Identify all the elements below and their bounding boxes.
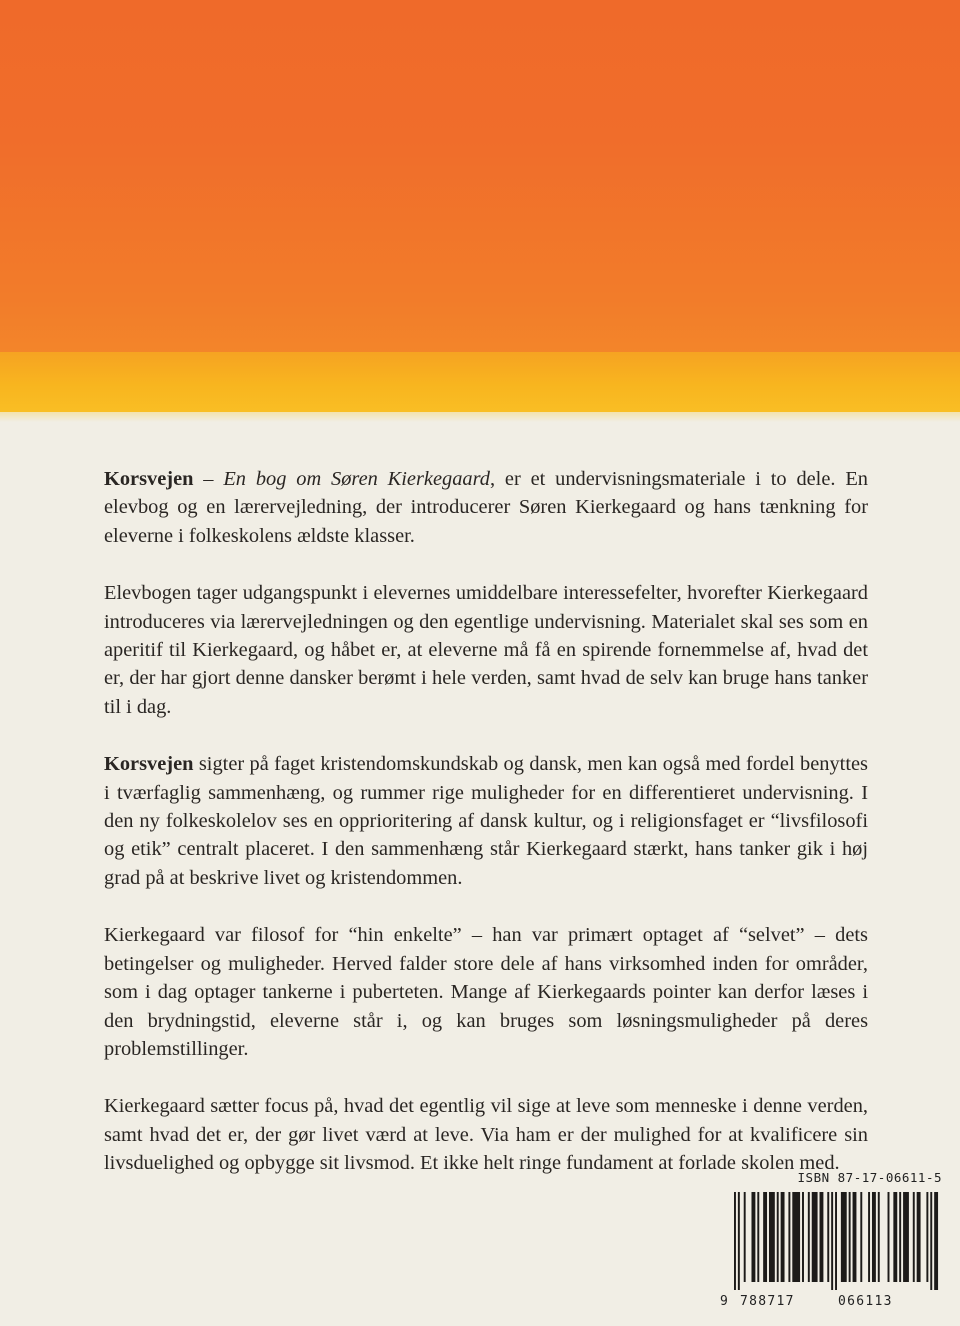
barcode-bar: [802, 1192, 804, 1282]
barcode-bar: [841, 1192, 847, 1282]
barcode-bar: [926, 1192, 928, 1282]
barcode-bar: [849, 1192, 851, 1282]
barcode-bar: [808, 1192, 810, 1282]
barcode-bar: [930, 1192, 932, 1290]
barcode-digit-lead: 9: [720, 1294, 730, 1309]
paragraph-intro-text: , er et undervisningsmateriale i to dele. En elevbog og en lærervejledning, der introducerer Søren Kierkegaard og hans tænkning for eleverne i folkeskolens ældste klasser.: [104, 468, 868, 547]
barcode-bar: [820, 1192, 824, 1282]
barcode-bar: [899, 1192, 901, 1282]
cover-yellow-band: [0, 352, 960, 412]
barcode-bar: [769, 1192, 775, 1282]
book-title-second: Korsvejen: [104, 753, 194, 776]
band-fade: [0, 412, 960, 422]
barcode-bar: [934, 1192, 938, 1290]
barcode-bar: [860, 1192, 862, 1282]
barcode-bar: [734, 1192, 736, 1290]
title-dash: –: [193, 468, 224, 490]
paragraph-philosopher: Kierkegaard var filosof for “hin enkelte” – han var primært optaget af “selvet” – dets betingelser og muligheder. Herved falder store dele af hans virksomhed inden for områder, som i dag optager tankerne i puberteten. Mange af Kierkegaards pointer kan derfor læses i den brydningstid, eleverne står i, og kan bruges som løsningsmuligheder på deres problemstillinger.: [104, 924, 868, 1060]
barcode-digits-right: 066113: [838, 1294, 893, 1309]
barcode-bar: [812, 1192, 818, 1282]
paragraph-focus: Kierkegaard sætter focus på, hvad det egentlig vil sige at leve som menneske i denne verden, samt hvad det er, der gør livet værd at leve. Via ham er der mulighed for at kvalificere sin livsduelighed og opbygge sit livsmod. Et ikke helt ringe fundament at forlade skolen med.: [104, 1095, 868, 1175]
barcode-bar: [913, 1192, 915, 1282]
barcode-bar: [835, 1192, 837, 1290]
barcode-block: [720, 1170, 942, 1320]
back-cover-text: [104, 465, 868, 1207]
paragraph-subjects: [104, 750, 868, 892]
barcode-bar: [777, 1192, 779, 1282]
barcode-bar: [744, 1192, 746, 1282]
barcode-bar: [788, 1192, 790, 1282]
cover-orange-band: [0, 0, 960, 352]
barcode-bar: [738, 1192, 740, 1290]
barcode-bar: [917, 1192, 921, 1282]
barcode-bar: [868, 1192, 870, 1282]
barcode-bar: [763, 1192, 767, 1282]
paragraph-subjects-text: sigter på faget kristendomskundskab og dansk, men kan også med fordel benyttes i tværfaglig sammenhæng, og rummer rige muligheder for en differentieret undervisning. I den ny folkeskolelov ses en opprioritering af dansk kultur, og i religionsfaget er “livsfilosofi og etik” centralt placeret. I den sammenhæng står Kierkegaard stærkt, hans tanker gik i høj grad på at beskrive livet og kristendommen.: [104, 753, 868, 889]
book-title: Korsvejen: [104, 468, 194, 490]
barcode-bar: [888, 1192, 890, 1282]
barcode-digits-left: 788717: [740, 1294, 795, 1309]
barcode-bar: [872, 1192, 876, 1282]
barcode-bars: [734, 1192, 940, 1290]
barcode-bar: [751, 1192, 755, 1282]
paragraph-elevbog: Elevbogen tager udgangspunkt i elevernes umiddelbare interessefelter, hvorefter Kierkegaard introduceres via lærervejledningen og den egentlige undervisning. Materialet skal ses som en aperitif til Kierkegaard, og håbet er, at eleverne må få en spirende fornemmelse af, hvad det er, der har gjort denne dansker berømt i hele verden, samt hvad de selv kan bruge hans tanker til i dag.: [104, 582, 868, 718]
barcode-bar: [893, 1192, 897, 1282]
barcode-bar: [831, 1192, 833, 1290]
isbn-label: ISBN 87-17-06611-5: [797, 1170, 942, 1185]
barcode-bar: [853, 1192, 857, 1282]
barcode-bar: [903, 1192, 909, 1282]
paragraph-intro: [104, 465, 868, 550]
barcode-bar: [757, 1192, 759, 1282]
barcode-bar: [878, 1192, 880, 1282]
book-subtitle: En bog om Søren Kierkegaard: [223, 468, 490, 490]
barcode-bar: [781, 1192, 785, 1282]
barcode-bar: [792, 1192, 800, 1282]
barcode-bar: [827, 1192, 829, 1282]
